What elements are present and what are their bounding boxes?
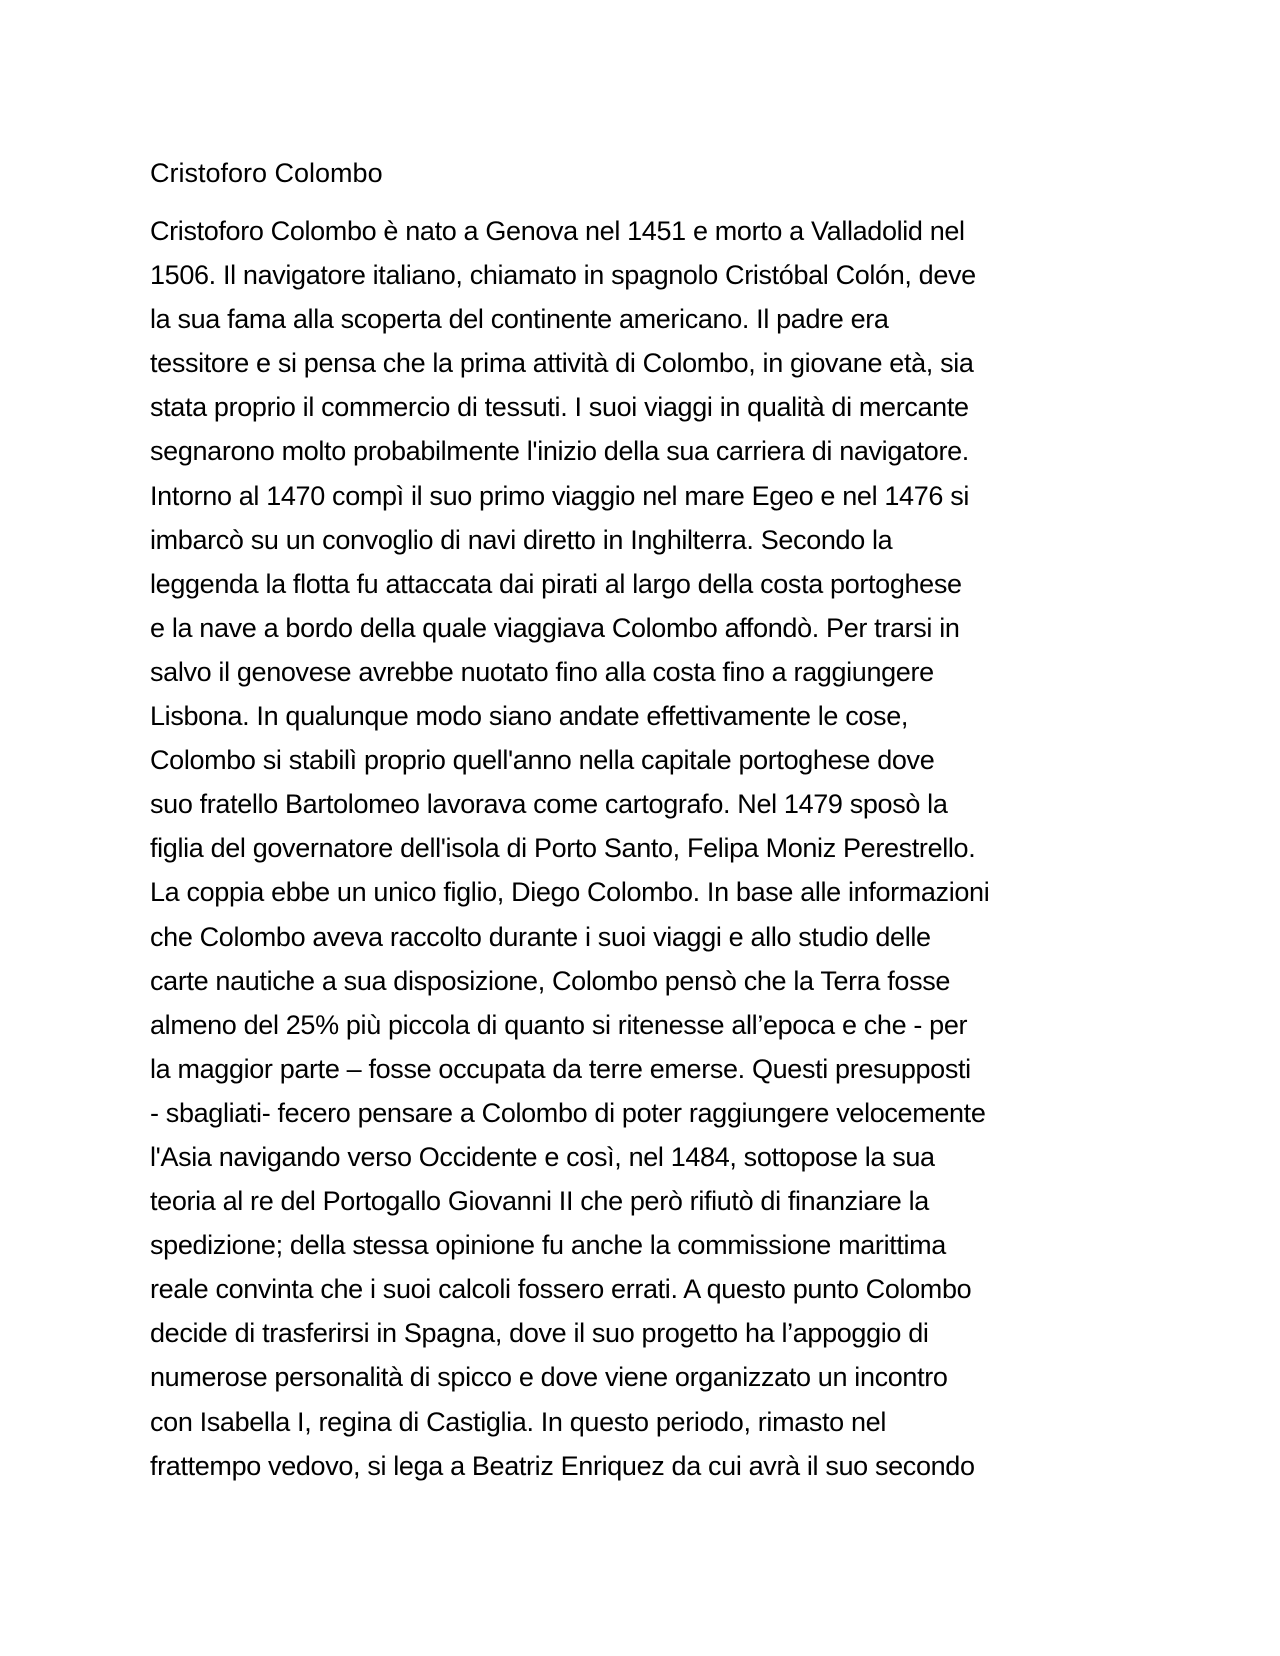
body-line: Lisbona. In qualunque modo siano andate effettivamente le cose, (150, 701, 909, 732)
body-line: figlia del governatore dell'isola di Porto Santo, Felipa Moniz Perestrello. (150, 833, 976, 864)
body-line: carte nautiche a sua disposizione, Colombo pensò che la Terra fosse (150, 965, 951, 996)
document-title: Cristoforo Colombo (150, 158, 383, 188)
body-line: decide di trasferirsi in Spagna, dove il suo progetto ha l’appoggio di (150, 1318, 929, 1349)
body-line: frattempo vedovo, si lega a Beatriz Enriquez da cui avrà il suo secondo (150, 1450, 975, 1481)
body-line: salvo il genovese avrebbe nuotato fino alla costa fino a raggiungere (150, 656, 934, 687)
body-line: Intorno al 1470 compì il suo primo viaggio nel mare Egeo e nel 1476 si (150, 480, 970, 511)
body-line: teoria al re del Portogallo Giovanni II che però rifiutò di finanziare la (150, 1186, 929, 1217)
body-line: suo fratello Bartolomeo lavorava come cartografo. Nel 1479 sposò la (150, 789, 948, 820)
body-line: numerose personalità di spicco e dove viene organizzato un incontro (150, 1362, 948, 1393)
body-line: segnarono molto probabilmente l'inizio della sua carriera di navigatore. (150, 436, 969, 467)
body-line: reale convinta che i suoi calcoli fossero errati. A questo punto Colombo (150, 1274, 972, 1305)
body-line: la maggior parte – fosse occupata da terre emerse. Questi presupposti (150, 1053, 971, 1084)
body-line: 1506. Il navigatore italiano, chiamato in spagnolo Cristóbal Colón, deve (150, 260, 976, 291)
body-line: La coppia ebbe un unico figlio, Diego Colombo. In base alle informazioni (150, 877, 990, 908)
body-line: spedizione; della stessa opinione fu anche la commissione marittima (150, 1230, 946, 1261)
document-body (150, 209, 1130, 1488)
body-line: Cristoforo Colombo è nato a Genova nel 1451 e morto a Valladolid nel (150, 216, 965, 246)
body-line: Colombo si stabilì proprio quell'anno nella capitale portoghese dove (150, 745, 935, 776)
body-line: imbarcò su un convoglio di navi diretto in Inghilterra. Secondo la (150, 524, 893, 555)
body-line: e la nave a bordo della quale viaggiava Colombo affondò. Per trarsi in (150, 612, 960, 643)
body-line: leggenda la flotta fu attaccata dai pirati al largo della costa portoghese (150, 568, 962, 599)
body-line: l'Asia navigando verso Occidente e così, nel 1484, sottopose la sua (150, 1141, 935, 1172)
body-line: la sua fama alla scoperta del continente americano. Il padre era (150, 304, 889, 335)
body-line: almeno del 25% più piccola di quanto si ritenesse all’epoca e che - per (150, 1009, 968, 1040)
body-line: - sbagliati- fecero pensare a Colombo di poter raggiungere velocemente (150, 1097, 986, 1128)
body-line: con Isabella I, regina di Castiglia. In questo periodo, rimasto nel (150, 1406, 886, 1437)
document-content (150, 151, 1130, 1488)
body-line: stata proprio il commercio di tessuti. I suoi viaggi in qualità di mercante (150, 392, 969, 423)
body-line: tessitore e si pensa che la prima attività di Colombo, in giovane età, sia (150, 348, 974, 379)
body-line: che Colombo aveva raccolto durante i suoi viaggi e allo studio delle (150, 921, 931, 952)
